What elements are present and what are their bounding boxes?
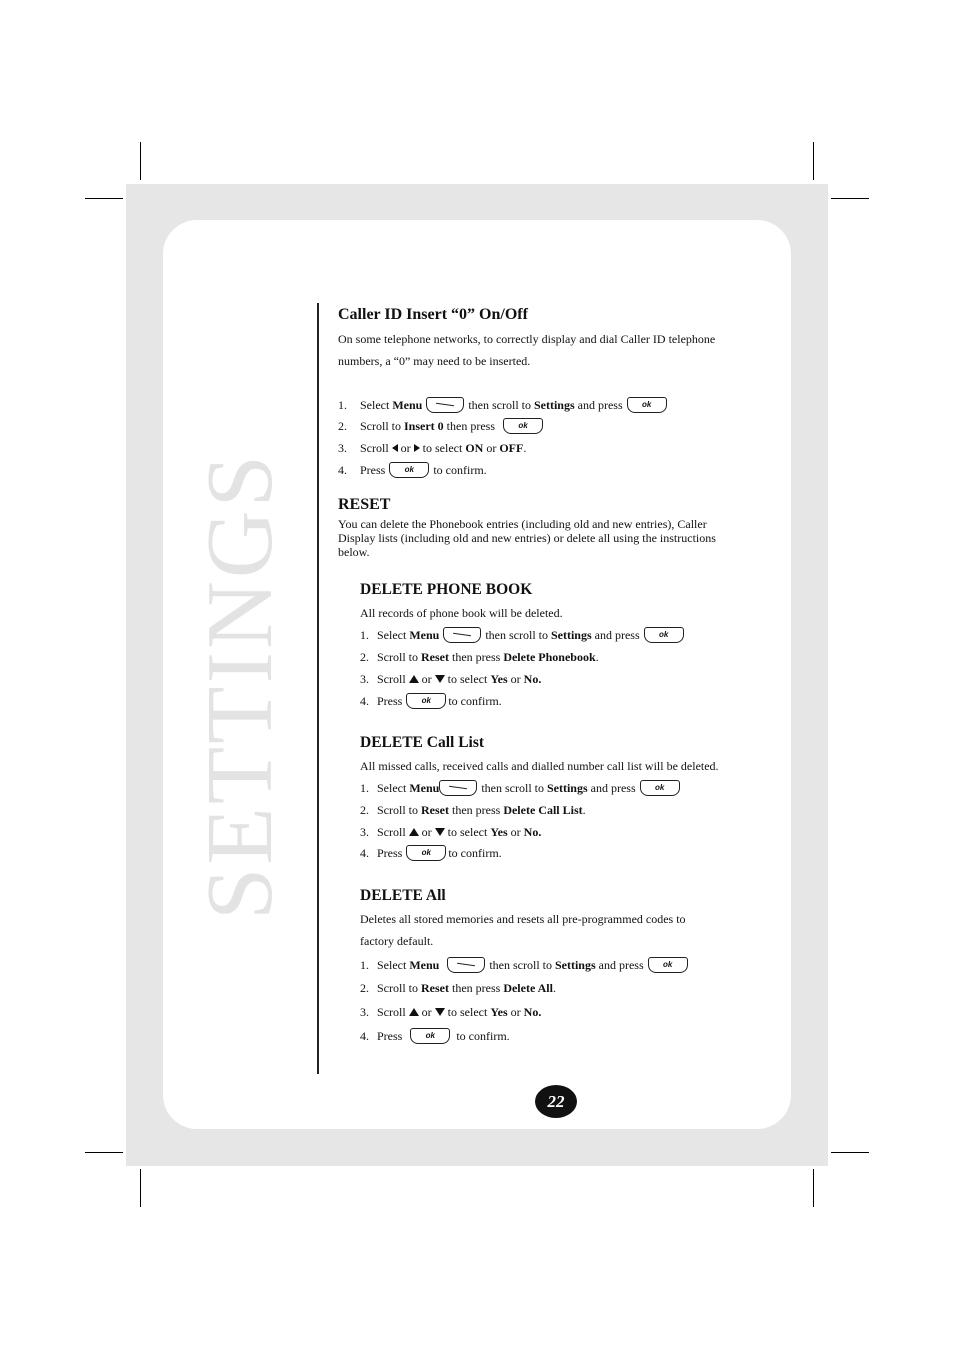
step-text: Scroll to: [377, 803, 418, 817]
step-text: Scroll to: [360, 419, 401, 433]
step-number: 3.: [360, 1005, 369, 1019]
step-text: .: [523, 441, 527, 455]
step-text: or: [510, 1005, 521, 1019]
crop-mark: [813, 1169, 814, 1207]
settings-label: Settings: [533, 398, 575, 412]
ok-key-icon: ok: [406, 845, 446, 861]
delete-call-list-title: DELETE Call List: [360, 734, 485, 751]
reset-description: You can delete the Phonebook entries (including old and new entries), Caller Display lists (including old and new entries) or delete all using the instructions below.: [338, 517, 716, 559]
no-label: No.: [523, 825, 542, 839]
step-text: and press: [577, 398, 623, 412]
step-text: Press: [377, 846, 403, 860]
up-arrow-icon: [409, 1008, 419, 1016]
reset-label: Reset: [421, 650, 449, 664]
step-text: or: [421, 672, 432, 686]
delete-call-list-label: Delete Call List: [503, 803, 583, 817]
crop-mark: [140, 1169, 141, 1207]
step-text: or: [421, 825, 432, 839]
step-text: to select: [422, 441, 463, 455]
delete-all-step-1: [360, 956, 692, 974]
step-text: then press: [446, 419, 495, 433]
step-number: 3.: [360, 672, 369, 686]
menu-key-icon: [443, 627, 481, 643]
step-text: then scroll to: [468, 398, 531, 412]
reset-label: Reset: [421, 803, 449, 817]
step-text: then press: [451, 803, 501, 817]
step-text: to confirm.: [448, 694, 502, 708]
yes-label: Yes: [490, 1005, 508, 1019]
step-number: 4.: [360, 1029, 369, 1043]
caller-id-step-2: [338, 417, 547, 435]
step-text: to select: [447, 1005, 488, 1019]
delete-call-list-step-1: [360, 779, 684, 797]
step-number: 1.: [360, 781, 369, 795]
step-text: then scroll to: [485, 628, 548, 642]
step-text: or: [400, 441, 411, 455]
step-number: 1.: [360, 958, 369, 972]
ok-key-icon: ok: [644, 627, 684, 643]
caller-id-step-4: [338, 461, 487, 479]
ok-key-icon: ok: [410, 1028, 450, 1044]
step-number: 4.: [360, 846, 369, 860]
step-text: Press: [377, 694, 403, 708]
step-text: then scroll to: [481, 781, 544, 795]
down-arrow-icon: [435, 1008, 445, 1016]
step-text: Scroll: [377, 1005, 406, 1019]
step-text: Scroll to: [377, 650, 418, 664]
step-text: and press: [590, 781, 636, 795]
reset-title: RESET: [338, 496, 391, 513]
ok-key-icon: ok: [648, 957, 688, 973]
delete-call-list-step-4: [360, 844, 502, 862]
yes-label: Yes: [490, 672, 508, 686]
delete-phone-book-step-2: [360, 648, 599, 666]
delete-all-step-4: [360, 1027, 510, 1045]
settings-label: Settings: [550, 628, 592, 642]
up-arrow-icon: [409, 828, 419, 836]
menu-label: Menu: [409, 958, 440, 972]
delete-all-title: DELETE All: [360, 887, 446, 904]
step-number: 3.: [338, 441, 347, 455]
step-number: 4.: [360, 694, 369, 708]
delete-phone-book-step-4: [360, 692, 502, 710]
step-text: then press: [451, 650, 501, 664]
menu-key-icon: [447, 957, 485, 973]
step-text: and press: [594, 628, 640, 642]
step-text: .: [552, 981, 556, 995]
ok-key-icon: ok: [640, 780, 680, 796]
step-text: Select: [377, 958, 407, 972]
ok-key-icon: ok: [389, 462, 429, 478]
step-text: or: [421, 1005, 432, 1019]
delete-all-step-3: [360, 1003, 541, 1021]
step-text: Select: [377, 781, 407, 795]
step-text: Select: [360, 398, 390, 412]
step-number: 3.: [360, 825, 369, 839]
off-label: OFF: [499, 441, 524, 455]
settings-label: Settings: [546, 781, 588, 795]
step-number: 2.: [338, 419, 347, 433]
step-text: to confirm.: [448, 846, 502, 860]
delete-phone-book-title: DELETE PHONE BOOK: [360, 581, 533, 598]
menu-key-icon: [439, 780, 477, 796]
step-text: to confirm.: [456, 1029, 510, 1043]
step-text: and press: [598, 958, 644, 972]
caller-id-step-1: [338, 396, 671, 414]
caller-id-description: On some telephone networks, to correctly display and dial Caller ID telephone: [338, 332, 716, 346]
step-text: .: [582, 803, 586, 817]
step-number: 4.: [338, 463, 347, 477]
step-text: to select: [447, 825, 488, 839]
menu-label: Menu: [392, 398, 423, 412]
step-text: to select: [447, 672, 488, 686]
yes-label: Yes: [490, 825, 508, 839]
step-text: then press: [451, 981, 501, 995]
right-arrow-icon: [414, 444, 420, 452]
crop-mark: [831, 198, 869, 199]
crop-mark: [85, 1152, 123, 1153]
caller-id-title: Caller ID Insert “0” On/Off: [338, 306, 528, 323]
delete-phone-book-step-3: [360, 670, 541, 688]
step-number: 2.: [360, 650, 369, 664]
crop-mark: [813, 142, 814, 180]
delete-call-list-step-3: [360, 823, 541, 841]
step-number: 2.: [360, 981, 369, 995]
page-number: 22: [535, 1085, 577, 1118]
step-number: 1.: [338, 398, 347, 412]
delete-call-list-step-2: [360, 801, 586, 819]
down-arrow-icon: [435, 675, 445, 683]
step-text: or: [510, 825, 521, 839]
ok-key-icon: ok: [406, 693, 446, 709]
delete-all-description: Deletes all stored memories and resets all pre-programmed codes to: [360, 912, 686, 926]
no-label: No.: [523, 1005, 542, 1019]
step-text: Press: [360, 463, 386, 477]
step-text: Scroll: [377, 672, 406, 686]
step-text: Press: [377, 1029, 403, 1043]
no-label: No.: [523, 672, 542, 686]
delete-all-label: Delete All: [503, 981, 553, 995]
step-text: Scroll to: [377, 981, 418, 995]
delete-call-list-description: All missed calls, received calls and dialled number call list will be deleted.: [360, 759, 719, 773]
step-text: .: [595, 650, 599, 664]
step-text: or: [486, 441, 497, 455]
settings-label: Settings: [554, 958, 596, 972]
delete-phone-book-description: All records of phone book will be deleted.: [360, 606, 563, 620]
reset-label: Reset: [421, 981, 449, 995]
ok-key-icon: ok: [627, 397, 667, 413]
caller-id-description: numbers, a “0” may need to be inserted.: [338, 354, 531, 368]
delete-all-step-2: [360, 979, 556, 997]
crop-mark: [140, 142, 141, 180]
step-number: 2.: [360, 803, 369, 817]
menu-key-icon: [426, 397, 464, 413]
ok-key-icon: ok: [503, 418, 543, 434]
down-arrow-icon: [435, 828, 445, 836]
delete-phonebook-label: Delete Phonebook: [503, 650, 596, 664]
up-arrow-icon: [409, 675, 419, 683]
section-watermark-title: SETTINGS: [188, 452, 292, 920]
insert-0-label: Insert 0: [404, 419, 444, 433]
step-text: or: [510, 672, 521, 686]
step-number: 1.: [360, 628, 369, 642]
menu-label: Menu: [409, 781, 440, 795]
delete-all-description: factory default.: [360, 934, 434, 948]
on-label: ON: [465, 441, 484, 455]
step-text: Scroll: [360, 441, 389, 455]
menu-label: Menu: [409, 628, 440, 642]
crop-mark: [831, 1152, 869, 1153]
delete-phone-book-step-1: [360, 626, 688, 644]
crop-mark: [85, 198, 123, 199]
step-text: then scroll to: [489, 958, 552, 972]
step-text: Select: [377, 628, 407, 642]
left-arrow-icon: [392, 444, 398, 452]
content-divider: [317, 303, 319, 1074]
step-text: to confirm.: [433, 463, 487, 477]
caller-id-step-3: [338, 439, 526, 457]
step-text: Scroll: [377, 825, 406, 839]
